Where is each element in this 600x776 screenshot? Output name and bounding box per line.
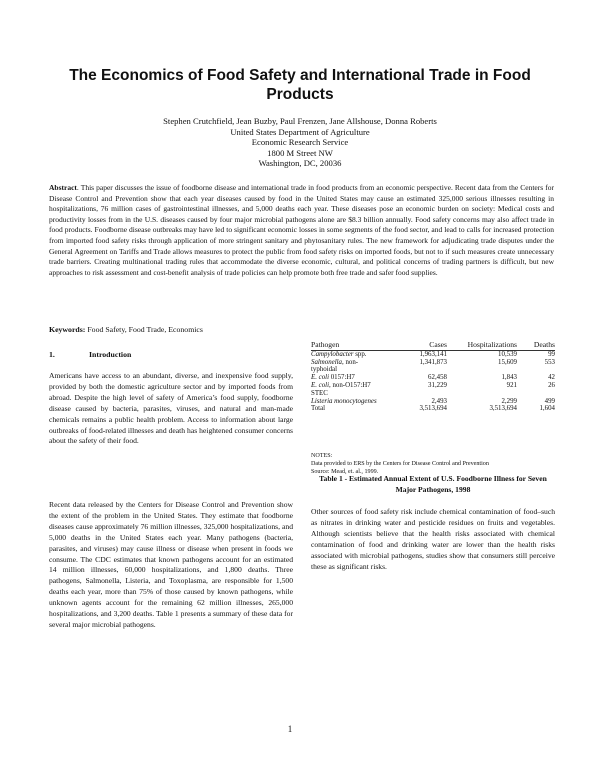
section-number: 1.: [49, 350, 55, 359]
cell-pathogen: [311, 382, 403, 398]
author-block: [100, 116, 500, 169]
cell-cases: 1,341,873: [419, 358, 447, 366]
pathogen-qualifier: spp.: [353, 350, 367, 358]
table-notes-label: NOTES:: [311, 453, 333, 459]
header-pathogen: Pathogen: [311, 341, 403, 350]
cell-pathogen: [311, 350, 403, 358]
cell-deaths: 553: [544, 358, 555, 366]
table-header-row: [311, 341, 555, 350]
cell-hospitalizations: 1,843: [501, 374, 517, 382]
author-service: Economic Research Service: [251, 137, 349, 148]
section-title: Introduction: [89, 350, 132, 359]
cell-hospitalizations: 3,513,694: [489, 405, 517, 413]
cell-pathogen: [311, 359, 403, 375]
cell-deaths: 1,604: [539, 405, 555, 413]
cell-hospitalizations: 10,539: [498, 350, 517, 358]
cell-pathogen: [311, 405, 403, 413]
abstract-text: . This paper discusses the issue of foodborne disease and international trade in food products from an economic perspective. Recent data from the Centers for Disease Control and Prevention show that each year diseases caused by food in the United States may cause an estimated 325,000 serious illnesses resulting in hospitalizations, 76 million cases of gastrointestinal illnesses, and 5,000 deaths each year. These diseases pose an economic burden on society: Medical costs and productivity losses from in the U.S. diseases caused by four major microbial pathogens alone are $8.3 billion annually. Food safety concerns may also affect trade in food products. Foodborne disease outbreaks may have led to significant economic losses in some segments of the food sector, and lead to calls for increased protection from imported food safety risks through application of more stringent sanitary and phytosanitary rules. The new framework for adjudicating trade disputes under the General Agreement on Tariffs and Trade allows measures to protect the public from food safety risks on imported foods, but not to if such measures create unnecessary trade barriers. Creating multinational trading rules that accommodate the diverse economic, cultural, and political concerns of trading partners is difficult, but new approaches to risk assessment and cost-benefit analysis of trade policies can help promote both free trade and safer food supplies.: [49, 183, 554, 277]
pathogen-name: E. coli: [311, 374, 329, 382]
cell-deaths: 42: [548, 374, 555, 382]
table-caption-text: Table 1 - Estimated Annual Extent of U.S. Foodborne Illness for Seven Major Pathogens, 1998: [319, 474, 547, 494]
header-hospitalizations: Hospitalizations: [447, 341, 517, 350]
author-street: 1800 M Street NW: [267, 147, 333, 158]
table-body: [311, 350, 555, 413]
pathogen-qualifier: 0157:H7: [329, 374, 355, 382]
pathogen-name: Total: [311, 405, 326, 413]
cell-deaths: 99: [548, 350, 555, 358]
pathogen-name: Campylobacter: [311, 350, 354, 358]
cell-cases: 1,963,141: [419, 350, 447, 358]
paragraph-intro: Americans have access to an abundant, diverse, and inexpensive food supply, provided by both the domestic agriculture sector and by imported foods from abroad. Despite the high level of safety of America’s food supply, foodborne disease caused by bacteria, parasites, viruses, and natural and man-made chemicals remains a public health problem. Access to information about large outbreaks of food-related illnesses and death has heightened consumer concerns about the safety of their food.: [49, 371, 293, 446]
table-row: [311, 382, 555, 398]
abstract-label: Abstract: [49, 183, 77, 192]
pathogen-qualifier: , non-: [342, 358, 359, 366]
table-row: [311, 398, 555, 406]
pathogen-name: Listeria monocytogenes: [311, 397, 377, 405]
cell-deaths: 499: [544, 397, 555, 405]
cell-cases: 3,513,694: [419, 405, 447, 413]
table-notes: [311, 452, 556, 477]
keywords-label: Keywords:: [49, 325, 86, 334]
pathogen-qualifier-line2: STEC: [311, 389, 328, 397]
section-heading: [49, 350, 299, 359]
paragraph-chemical-risk: Other sources of food safety risk include chemical contamination of food–such as nitrates in drinking water and pesticide residues on fruits and vegetables. Although scientists believe that the health risks associated with chemical contamination of food and drinking water are lower than the health risks associated with microbial pathogens, studies show that consumers still perceive these as significant risks.: [311, 507, 555, 571]
pathogen-name: E. coli: [311, 381, 329, 389]
cell-cases: 31,229: [428, 381, 447, 389]
table-caption: [311, 474, 555, 496]
table-row: [311, 359, 555, 375]
table-row: [311, 350, 555, 358]
author-city: Washington, DC, 20036: [258, 158, 342, 169]
pathogen-name: Salmonella: [311, 358, 343, 366]
keywords: [49, 325, 349, 335]
header-deaths: Deaths: [517, 341, 555, 350]
cell-hospitalizations: 921: [506, 381, 517, 389]
paragraph-cdc-data: Recent data released by the Centers for Disease Control and Prevention show the extent of the problem in the United States. They estimate that foodborne diseases cause approximately 76 million illnesses, 325,000 hospitalizations, and 5,000 deaths in the United States each year. Many pathogens (bacteria, parasites, and viruses) may cause illness or disease when present in foods we consume. The CDC estimates that known pathogens account for an estimated 14 million illnesses, 60,000 hospitalizations, and 1,800 deaths. Three pathogens, Salmonella, Listeria, and Toxoplasma, are responsible for 1,500 deaths each year, more than 75% of those caused by known pathogens, while unknown agents account for the remaining 62 million illnesses, 265,000 hospitalizations, and 3,200 deaths. Table 1 presents a summary of these data for several major microbial pathogens.: [49, 500, 293, 629]
author-names: Stephen Crutchfield, Jean Buzby, Paul Frenzen, Jane Allshouse, Donna Roberts: [163, 116, 437, 126]
cell-cases: 62,458: [428, 374, 447, 382]
page-number: 1: [287, 724, 293, 734]
cell-hospitalizations: 2,299: [501, 397, 517, 405]
table-row: [311, 405, 555, 413]
cell-pathogen: [311, 374, 403, 382]
pathogen-qualifier: , non-O157:H7: [329, 381, 371, 389]
table-notes-source: Source: Mead, et. al., 1999.: [311, 469, 379, 476]
header-cases: Cases: [403, 341, 447, 350]
pathogen-table: [311, 341, 555, 413]
keywords-text: Food Safety, Food Trade, Economics: [87, 325, 203, 334]
table-notes-line1: Data provided to ERS by the Centers for Disease Control and Prevention: [311, 461, 489, 468]
cell-cases: 2,493: [431, 397, 447, 405]
author-organization: United States Department of Agriculture: [230, 126, 370, 137]
abstract: [49, 183, 554, 278]
table-row: [311, 374, 555, 382]
cell-hospitalizations: 15,609: [498, 358, 517, 366]
cell-pathogen: [311, 398, 403, 406]
paper-title: The Economics of Food Safety and International Trade in Food Products: [69, 67, 531, 103]
cell-deaths: 26: [548, 381, 555, 389]
pathogen-qualifier-line2: typhoidal: [311, 366, 338, 374]
